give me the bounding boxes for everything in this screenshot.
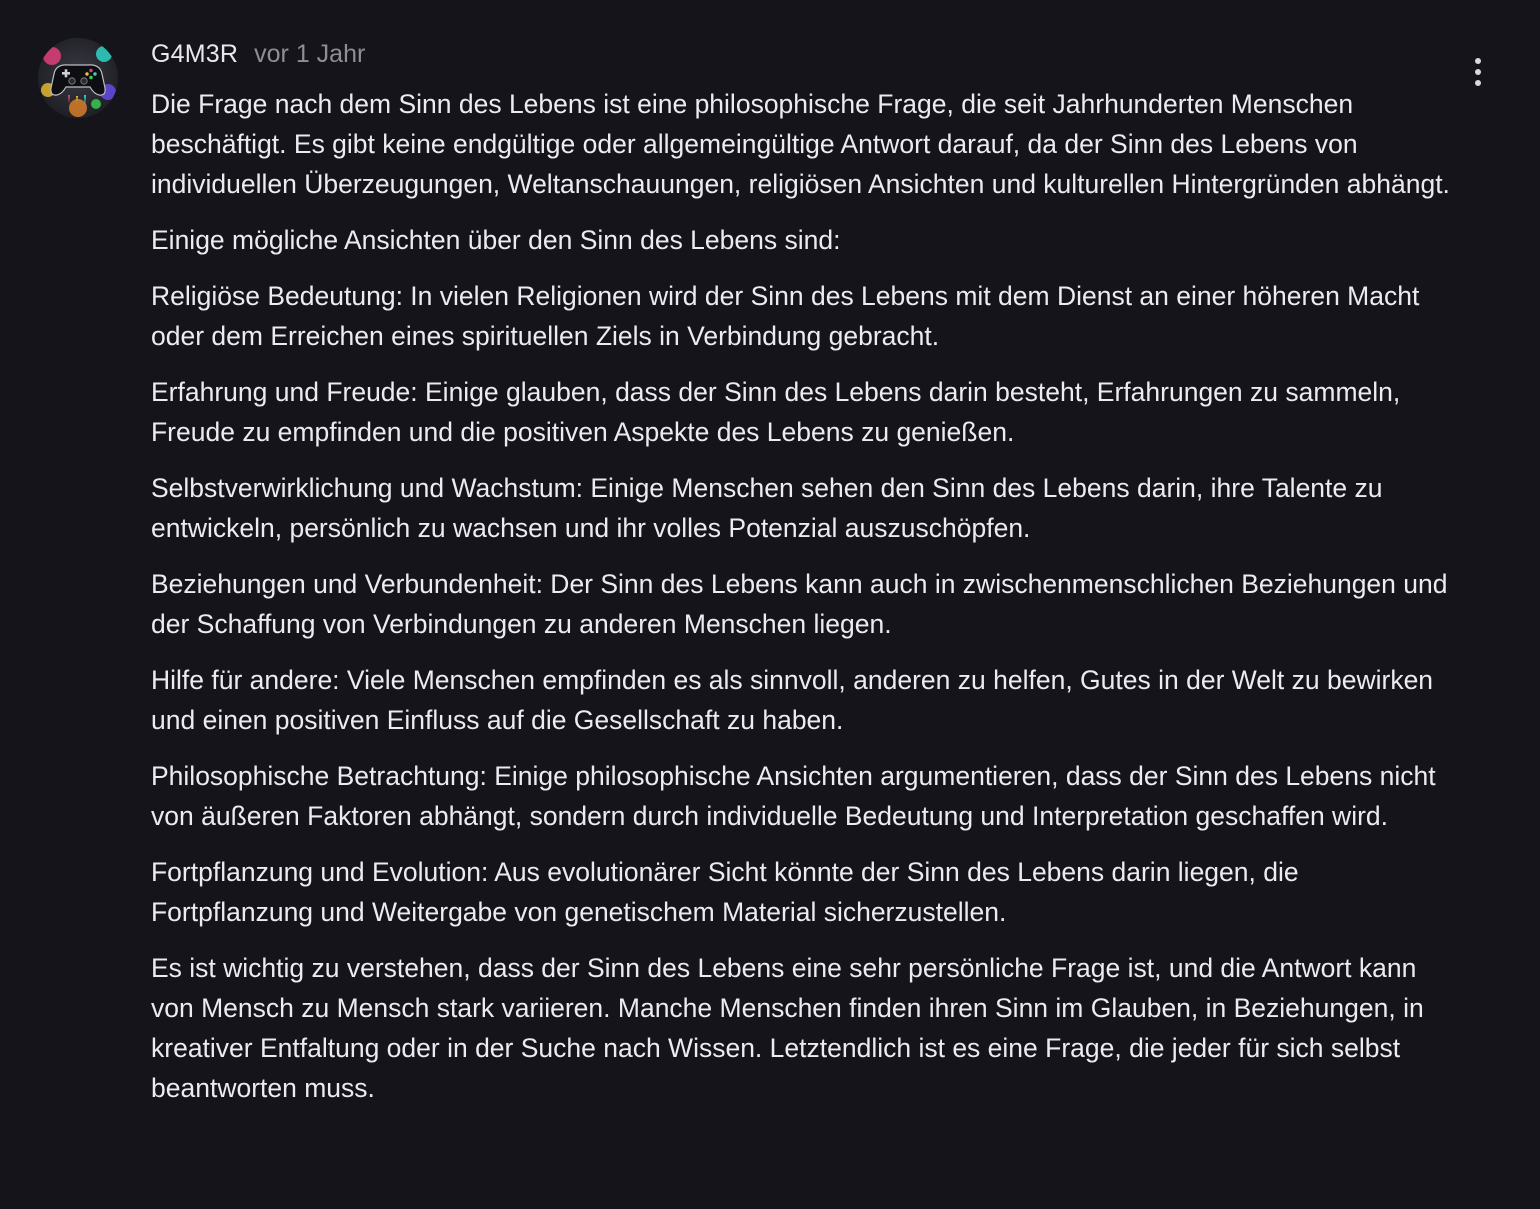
- comment-paragraph: Selbstverwirklichung und Wachstum: Einige Menschen sehen den Sinn des Lebens darin, ihre Talente zu entwickeln, persönlich zu wachsen und ihr volles Potenzial auszuschöpfen.: [151, 473, 1383, 543]
- comment-paragraph: Hilfe für andere: Viele Menschen empfinden es als sinnvoll, anderen zu helfen, Gutes in der Welt zu bewirken und einen positiven Einfluss auf die Gesellschaft zu haben.: [151, 665, 1434, 735]
- comment-paragraph: Die Frage nach dem Sinn des Lebens ist eine philosophische Frage, die seit Jahrhunderten Menschen beschäftigt. Es gibt keine endgültige oder allgemeingültige Antwort darauf, da der Sinn des Lebens von individuellen Überzeugungen, Weltanschauungen, religiösen Ansichten und kulturellen Hintergründen abhängt.: [151, 89, 1450, 199]
- previous-content-fragment: [151, 0, 291, 2]
- comment-paragraph: Fortpflanzung und Evolution: Aus evolutionärer Sicht könnte der Sinn des Lebens darin liegen, die Fortpflanzung und Weitergabe von genetischem Material sicherzustellen.: [151, 857, 1299, 927]
- more-vertical-icon: [1475, 58, 1481, 64]
- comment-paragraph: Philosophische Betrachtung: Einige philosophische Ansichten argumentieren, dass der Sinn des Lebens nicht von äußeren Faktoren abhängt, sondern durch individuelle Bedeutung und Interpretation geschaffen wird.: [151, 761, 1436, 831]
- comment-paragraph: Religiöse Bedeutung: In vielen Religionen wird der Sinn des Lebens mit dem Dienst an einer höheren Macht oder dem Erreichen eines spirituellen Ziels in Verbindung gebracht.: [151, 281, 1420, 351]
- more-vertical-icon-dot: [1475, 69, 1481, 75]
- more-actions-button[interactable]: [1458, 50, 1498, 94]
- comment-paragraph: Einige mögliche Ansichten über den Sinn des Lebens sind:: [151, 225, 841, 255]
- comment-body: [151, 84, 1451, 1124]
- timestamp[interactable]: vor 1 Jahr: [254, 40, 366, 68]
- comment-paragraph: Erfahrung und Freude: Einige glauben, dass der Sinn des Lebens darin besteht, Erfahrungen zu sammeln, Freude zu empfinden und die positiven Aspekte des Lebens zu genießen.: [151, 377, 1401, 447]
- comment-header: [151, 40, 365, 72]
- avatar[interactable]: [38, 38, 118, 118]
- gamepad-avatar-icon: [38, 38, 118, 118]
- username[interactable]: G4M3R: [151, 40, 239, 68]
- comment-paragraph: Es ist wichtig zu verstehen, dass der Sinn des Lebens eine sehr persönliche Frage ist, und die Antwort kann von Mensch zu Mensch stark variieren. Manche Menschen finden ihren Sinn im Glauben, in Beziehungen, in kreativer Entfaltung oder in der Suche nach Wissen. Letztendlich ist es eine Frage, die jeder für sich selbst beantworten muss.: [151, 953, 1424, 1103]
- comment-paragraph: Beziehungen und Verbundenheit: Der Sinn des Lebens kann auch in zwischenmenschlichen Beziehungen und der Schaffung von Verbindungen zu anderen Menschen liegen.: [151, 569, 1448, 639]
- more-vertical-icon-dot: [1475, 80, 1481, 86]
